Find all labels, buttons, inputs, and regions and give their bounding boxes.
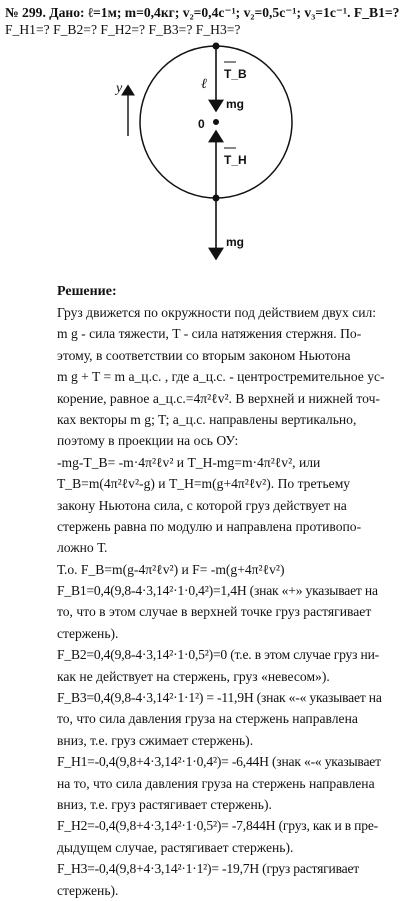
- length-label: ℓ: [201, 77, 207, 92]
- gravity-bottom-label: mg: [226, 235, 244, 249]
- solution-line: то, что в этом случае в верхней точке груз растягивает: [57, 604, 372, 620]
- solution-line: ложно Т.: [57, 540, 108, 556]
- solution-line: F_H3=-0,4(9,8+4·3,14²·1·1²)= -19,7Н (груз растягивает: [57, 861, 360, 877]
- solution-line: F_B1=0,4(9,8-4·3,14²·1·0,4²)=1,4Н (знак «+» указывает на: [57, 583, 378, 599]
- solution-line: корение, равное a_ц.с.=4π²ℓv². В верхней и нижней точ-: [57, 390, 380, 406]
- solution-body: [57, 302, 403, 901]
- tension-bottom-label: T_H: [224, 153, 247, 167]
- solution-line: закону Ньютона сила, с которой груз действует на: [57, 497, 347, 513]
- tension-top-label: T_B: [224, 67, 247, 81]
- solution-line: дыдущем случае, растягивает стержень).: [57, 839, 294, 855]
- solution-line: этому, в соответствии со вторым законом Ньютона: [57, 347, 351, 363]
- solution-line: m g + T = m a_ц.с. , где a_ц.с. - центростремительное ус-: [57, 369, 385, 385]
- solution-line: F_H2=-0,4(9,8+4·3,14²·1·0,5²)= -7,844Н (груз, как и в пре-: [57, 818, 379, 834]
- problem-header-line1: № 299. Дано: ℓ=1м; m=0,4кг; v₂=0,4с⁻¹; v₂=0,5с⁻¹; v₃=1с⁻¹. F_B1=?: [5, 5, 400, 20]
- solution-line: как не действует на стержень, груз «невесом»).: [57, 668, 330, 684]
- solution-line: Груз движется по окружности под действием двух сил:: [57, 305, 377, 320]
- problem-header-line2: F_H1=? F_B2=? F_H2=? F_B3=? F_H3=?: [5, 22, 241, 37]
- center-point: [213, 119, 219, 125]
- solution-line: стержень).: [57, 625, 119, 641]
- solution-line: m g - сила тяжести, T - сила натяжения стержня. По-: [57, 326, 362, 342]
- solution-title: Решение:: [57, 284, 117, 299]
- solution-line: то, что сила давления груза на стержень направлена: [57, 711, 358, 727]
- y-axis-label: y: [116, 81, 123, 96]
- solution-line: стержень равна по модулю и направлена противопо-: [57, 518, 362, 534]
- solution-line: поэтому в проекции на ось ОУ:: [57, 433, 239, 449]
- solution-line: F_B3=0,4(9,8-4·3,14²·1·1²) = -11,9Н (знак «-« указывает на: [57, 690, 382, 706]
- solution-line: T_B=m(4π²ℓv²-g) и T_H=m(g+4π²ℓv²). По третьему: [57, 476, 351, 492]
- solution-line: -mg-T_B= -m·4π²ℓv² и T_H-mg=m·4π²ℓv², или: [57, 454, 321, 470]
- circular-motion-diagram: [0, 36, 413, 266]
- solution-line: вниз, т.е. груз сжимает стержень).: [57, 732, 254, 748]
- solution-line: стержень).: [57, 882, 119, 898]
- solution-line: F_B2=0,4(9,8-4·3,14²·1·0,5²)=0 (т.е. в этом случае груз ни-: [57, 647, 379, 663]
- center-label: 0: [198, 117, 205, 131]
- solution-line: ках векторы m g; T; a_ц.с. направлены вертикально,: [57, 411, 357, 427]
- solution-line: Т.о. F_B=m(g-4π²ℓv²) и F= -m(g+4π²ℓv²): [57, 561, 285, 577]
- gravity-top-label: mg: [226, 97, 244, 111]
- solution-line: на то, что сила давления груза на стержень направлена: [57, 775, 375, 791]
- solution-line: F_H1=-0,4(9,8+4·3,14²·1·0,4²)= -6,44Н (знак «-« указывает: [57, 754, 381, 770]
- solution-line: вниз, т.е. груз растягивает стержень).: [57, 796, 272, 812]
